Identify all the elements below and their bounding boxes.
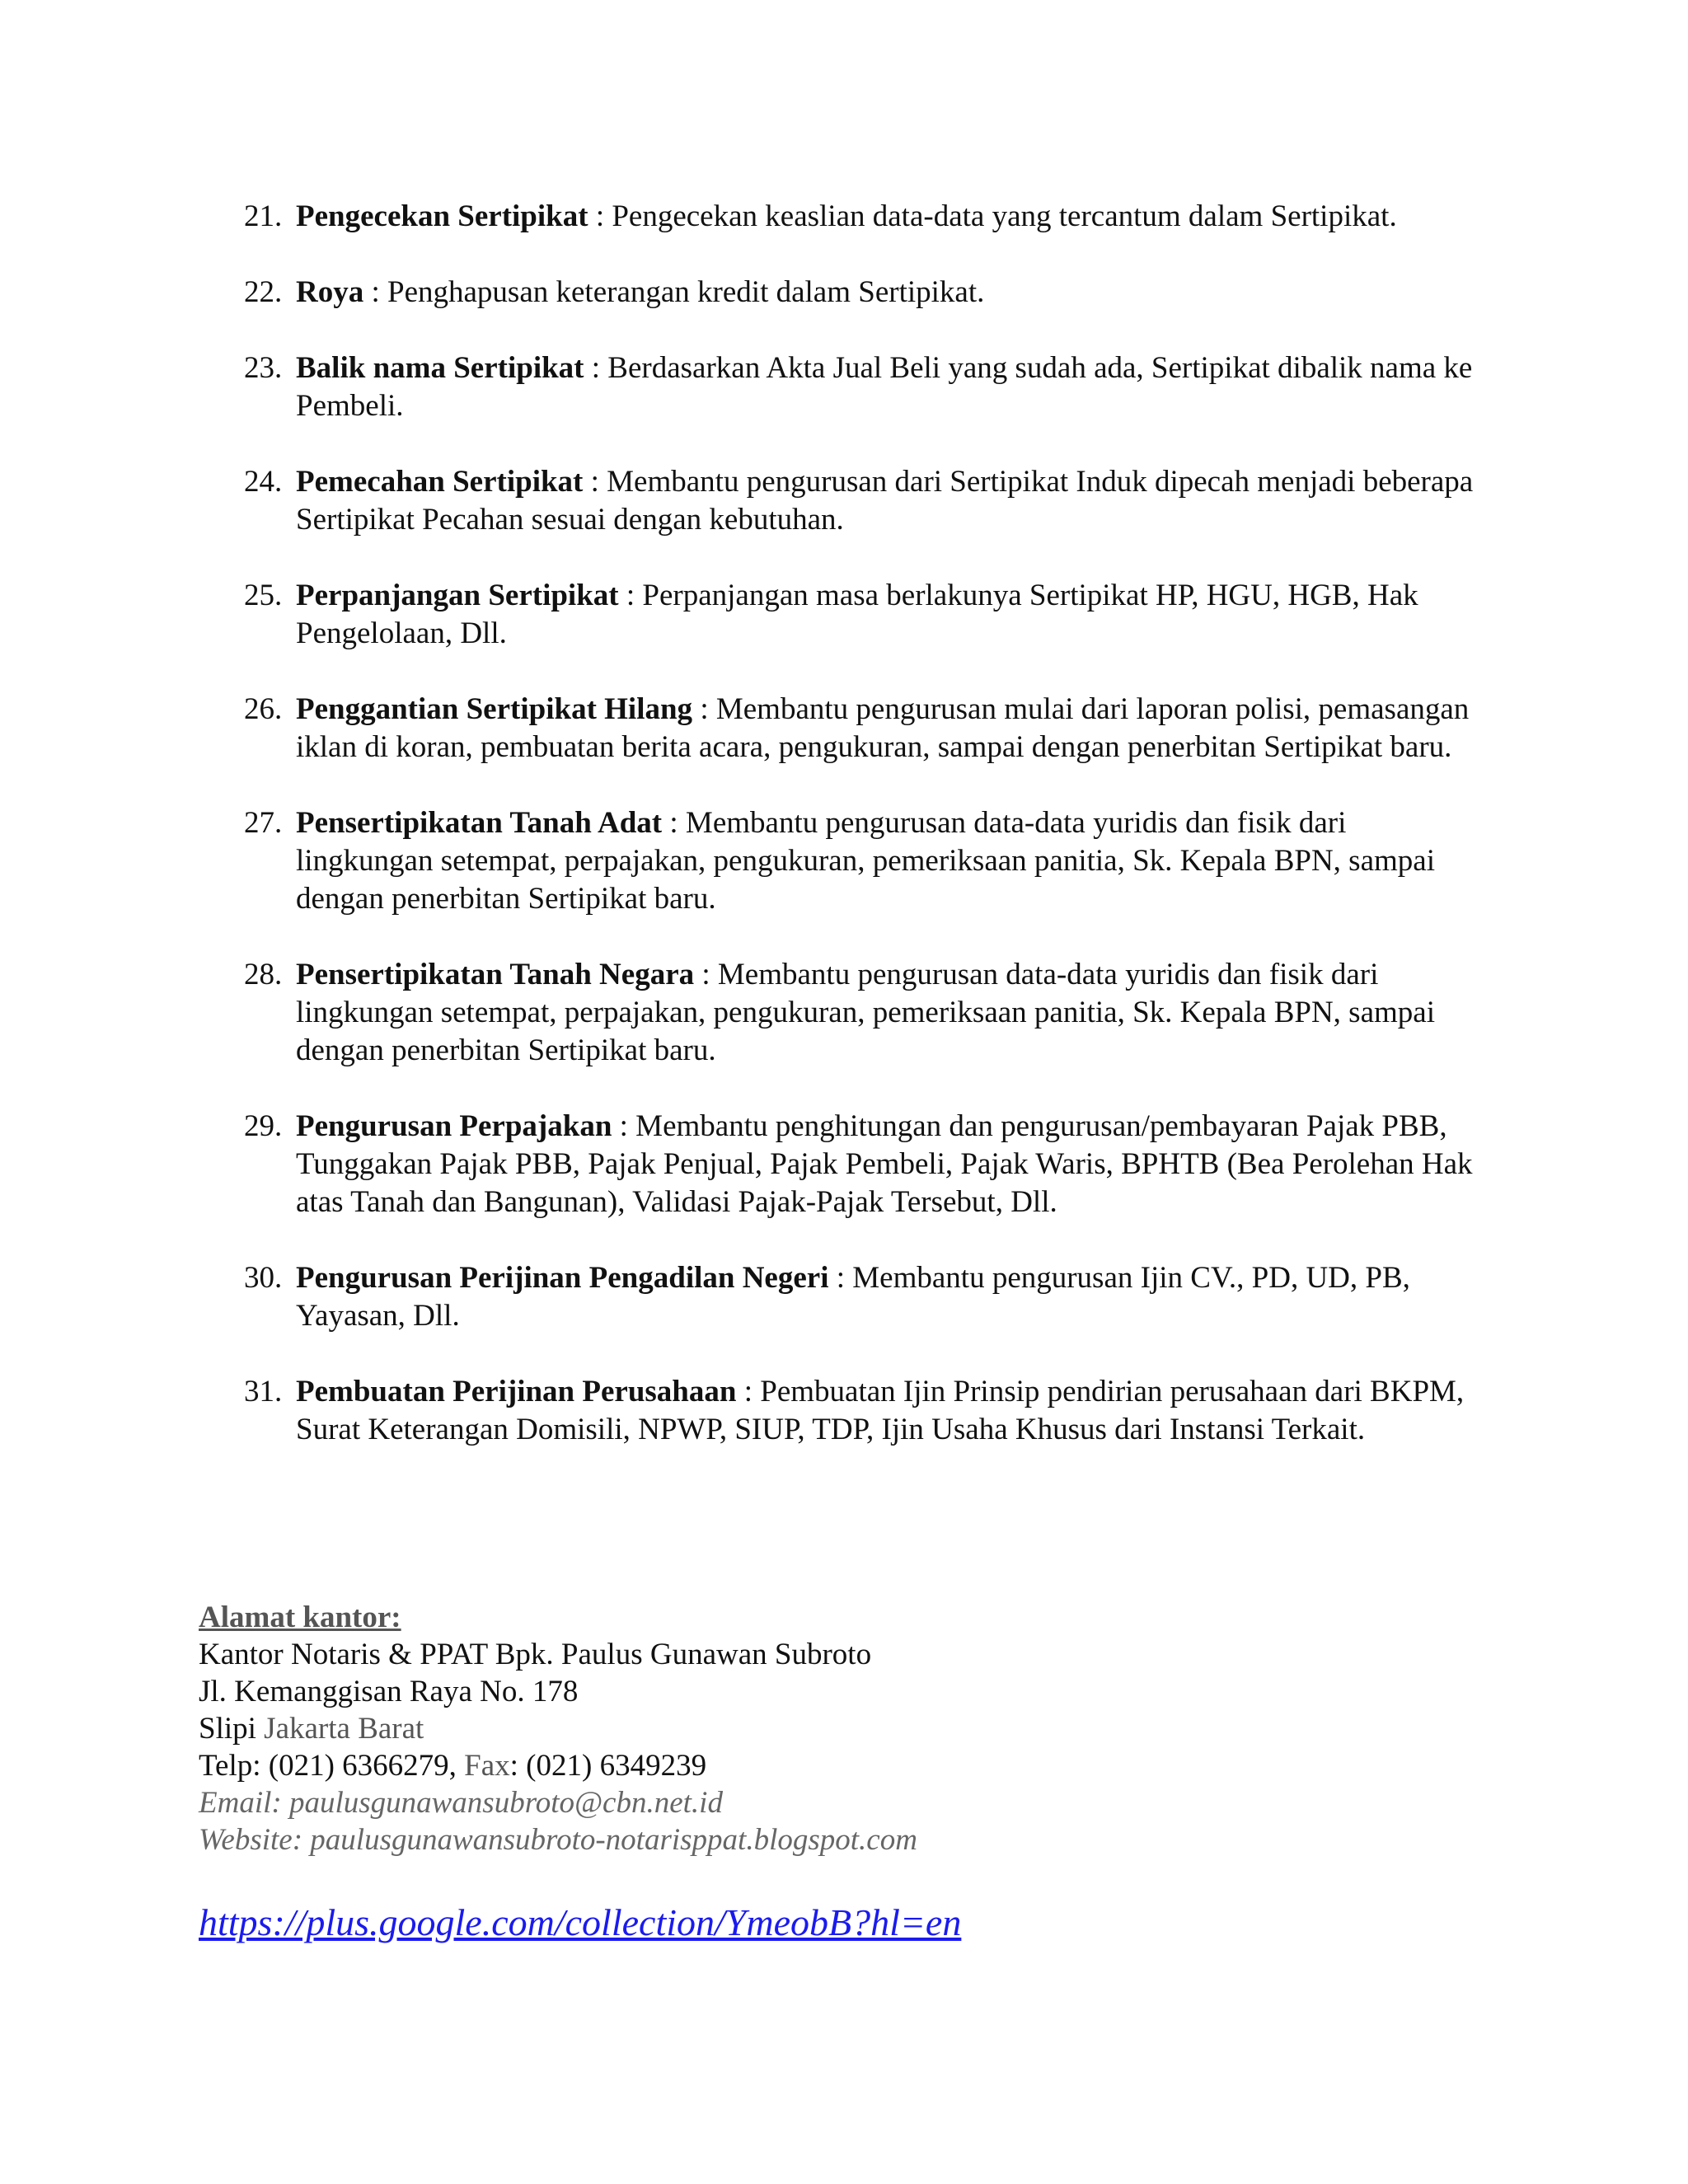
list-item [244,577,1480,653]
fax-label: Fax [464,1749,510,1783]
google-plus-collection-link[interactable]: https://plus.google.com/collection/YmeobB?hl=en [199,1901,962,1943]
item-term: Pengurusan Perijinan Pengadilan Negeri [296,1261,829,1295]
item-term: Pensertipikatan Tanah Negara [296,958,695,991]
item-term: Pengurusan Perpajakan [296,1109,612,1143]
email-line: Email: paulusgunawansubroto@cbn.net.id [199,1786,723,1820]
item-description: : Membantu pengurusan mulai dari laporan polisi, pemasangan iklan di koran, pembuatan berita acara, pengukuran, sampai dengan penerbitan Sertipikat baru. [296,692,1470,764]
area-name: Slipi [199,1712,256,1746]
item-description: : Membantu pengurusan data-data yuridis dan fisik dari lingkungan setempat, perpajakan, pengukuran, pemeriksaan panitia, Sk. Kepala BPN, sampai dengan penerbitan Sertipikat baru. [296,958,1435,1067]
item-term: Pembuatan Perijinan Perusahaan [296,1375,737,1408]
office-name: Kantor Notaris & PPAT Bpk. Paulus Gunawan Subroto [199,1638,872,1671]
list-item [244,349,1480,425]
item-term: Balik nama Sertipikat [296,351,584,385]
item-description: : Perpanjangan masa berlakunya Sertipikat HP, HGU, HGB, Hak Pengelolaan, Dll. [296,579,1418,650]
item-number: 28. [244,958,283,991]
item-number: 22. [244,275,283,309]
item-description: : Penghapusan keterangan kredit dalam Sertipikat. [363,275,985,309]
item-description: : Pembuatan Ijin Prinsip pendirian perusahaan dari BKPM, Surat Keterangan Domisili, NPWP, SIUP, TDP, Ijin Usaha Khusus dari Instansi Terkait. [296,1375,1465,1446]
item-number: 24. [244,465,283,499]
item-description: : Membantu pengurusan data-data yuridis dan fisik dari lingkungan setempat, perpajakan, pengukuran, pemeriksaan panitia, Sk. Kepala BPN, sampai dengan penerbitan Sertipikat baru. [296,806,1435,916]
item-term: Roya [296,275,364,309]
item-number: 29. [244,1109,283,1143]
city-name: Jakarta Barat [264,1712,424,1746]
phone-label: Telp: [199,1749,261,1783]
item-term: Pemecahan Sertipikat [296,465,584,499]
list-item [244,1259,1480,1335]
list-item [244,274,1480,312]
list-item [244,804,1480,918]
item-description: : Pengecekan keaslian data-data yang tercantum dalam Sertipikat. [588,199,1397,233]
item-number: 23. [244,351,283,385]
item-term: Penggantian Sertipikat Hilang [296,692,693,726]
item-number: 31. [244,1375,283,1408]
item-number: 25. [244,579,283,612]
list-item [244,1373,1480,1449]
item-description: : Berdasarkan Akta Jual Beli yang sudah ada, Sertipikat dibalik nama ke Pembeli. [296,351,1473,423]
fax-number: : (021) 6349239 [509,1749,707,1783]
list-item [244,691,1480,766]
phone-number: (021) 6366279, [268,1749,457,1783]
item-number: 21. [244,199,283,233]
area-line [199,1710,917,1747]
item-term: Pensertipikatan Tanah Adat [296,806,663,840]
list-item [244,463,1480,539]
item-number: 30. [244,1261,283,1295]
item-description: : Membantu pengurusan Ijin CV., PD, UD, PB, Yayasan, Dll. [296,1261,1410,1333]
item-term: Perpanjangan Sertipikat [296,579,619,612]
item-number: 27. [244,806,283,840]
website-line: Website: paulusgunawansubroto-notarisppat.blogspot.com [199,1823,917,1857]
item-description: : Membantu penghitungan dan pengurusan/pembayaran Pajak PBB, Tunggakan Pajak PBB, Pajak Penjual, Pajak Pembeli, Pajak Waris, BPHTB (Bea Perolehan Hak atas Tanah dan Bangunan), Validasi Pajak-Pajak Tersebut, Dll. [296,1109,1473,1219]
list-item [244,198,1480,236]
item-term: Pengecekan Sertipikat [296,199,588,233]
address-heading: Alamat kantor: [199,1601,401,1634]
list-item [244,1108,1480,1221]
services-list [244,198,1480,1487]
item-description: : Membantu pengurusan dari Sertipikat Induk dipecah menjadi beberapa Sertipikat Pecahan sesuai dengan kebutuhan. [296,465,1474,537]
item-number: 26. [244,692,283,726]
list-item [244,956,1480,1070]
phone-fax-line [199,1747,917,1784]
street-address: Jl. Kemanggisan Raya No. 178 [199,1675,579,1708]
office-address-block [199,1599,917,1858]
